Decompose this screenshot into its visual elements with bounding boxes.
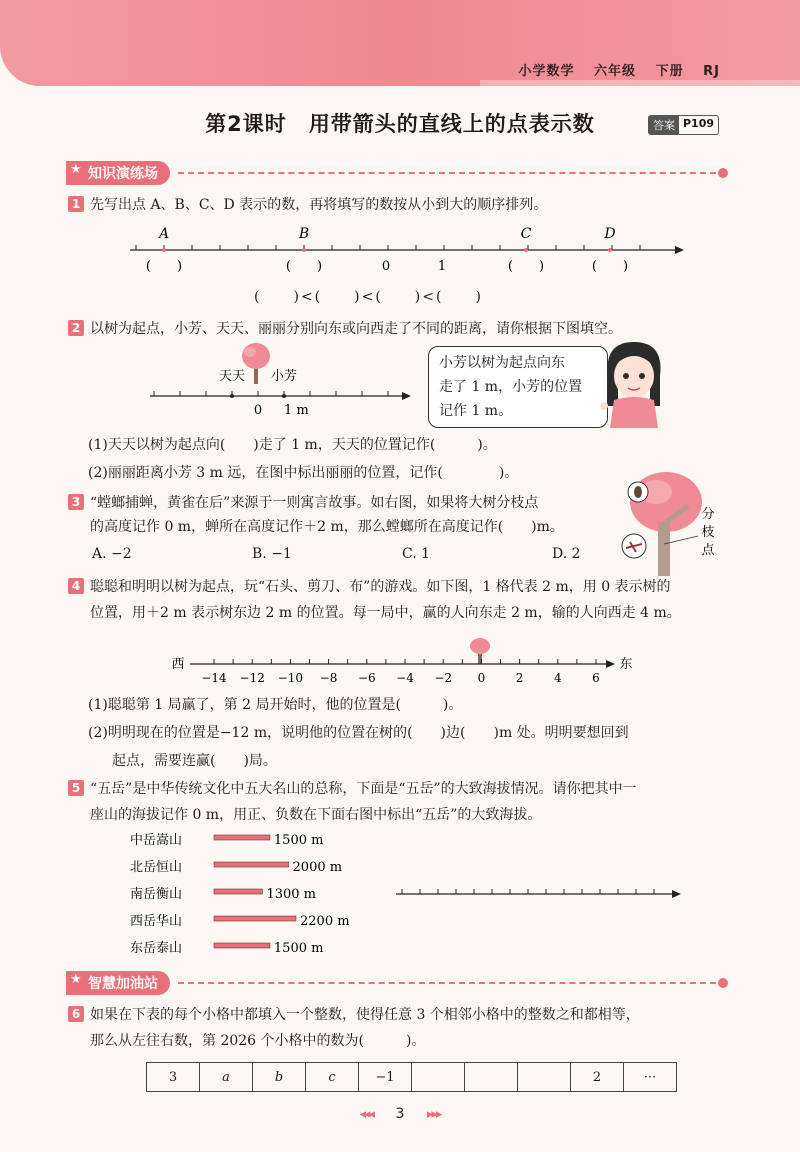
tick-label: −6 (357, 671, 376, 684)
order-blank-4[interactable]: ( ) (436, 289, 483, 305)
edition: RJ (703, 64, 720, 79)
section-divider (178, 982, 726, 984)
altitude-bar (214, 835, 270, 840)
answer-badge (648, 115, 719, 135)
lesson-number: 第2课时 (205, 112, 287, 136)
question-number: 3 (68, 494, 84, 510)
tick-label: −14 (201, 671, 227, 684)
question-text-line1: 如果在下表的每个小格中都填入一个整数，使得任意 3 个相邻小格中的整数之和都相等， (90, 1007, 640, 1023)
bubble-line: 小芳以树为起点向东 (439, 355, 565, 371)
grid-cell[interactable] (465, 1063, 518, 1092)
question-text-line1: 聪聪和明明以树为起点，玩“石头、剪刀、布”的游戏。如下图，1 格代表 2 m，用 0 表示树的 (90, 579, 671, 595)
option-c[interactable]: C. 1 (402, 546, 431, 562)
page-footer (0, 1106, 800, 1122)
xiaofang-label: 小芳 (270, 369, 298, 384)
altitude-label: 1500 m (273, 833, 324, 848)
book-info (505, 60, 721, 79)
order-blank-3[interactable]: ( ) (375, 289, 423, 305)
tick-label: 6 (592, 671, 600, 684)
branch-label-2: 枝 (701, 525, 715, 540)
question-5 (68, 778, 758, 826)
grid-cell[interactable]: 2 (571, 1063, 624, 1092)
east-label: 东 (619, 657, 633, 672)
question-text-line2: 的高度记作 0 m，蝉所在高度记作＋2 m，那么螳螂所在高度记作( )m。 (90, 519, 564, 535)
altitude-bar (214, 862, 289, 867)
blank-a[interactable]: ( ) (145, 259, 183, 274)
q5-blank-number-line[interactable] (396, 884, 686, 904)
question-4 (68, 576, 758, 624)
west-label: 西 (171, 657, 185, 672)
answer-page: P109 (683, 117, 715, 130)
question-number: 4 (68, 578, 84, 594)
order-blank-2[interactable]: ( ) (314, 289, 362, 305)
question-1 (68, 194, 748, 216)
lt-sign: < (422, 289, 437, 305)
subject: 小学数学 (518, 64, 575, 79)
tick-label: 2 (515, 671, 524, 684)
point-b-label: B (298, 226, 310, 242)
grade: 六年级 (594, 64, 637, 79)
altitude-label: 2000 m (292, 860, 343, 875)
grid-cell[interactable]: a (200, 1063, 253, 1092)
blank-d[interactable]: ( ) (591, 259, 629, 274)
tick-label: −12 (239, 671, 265, 684)
question-number: 6 (68, 1006, 84, 1022)
tick-label: −4 (396, 671, 414, 684)
question-6 (68, 1004, 758, 1052)
q4-number-line (170, 634, 650, 684)
mountain-name: 北岳恒山 (130, 860, 183, 875)
option-a[interactable]: A. −2 (92, 546, 132, 562)
branch-label-1: 分 (701, 507, 715, 522)
q2-sub-2[interactable]: (2)丽丽距离小芳 3 m 远，在图中标出丽丽的位置，记作( )。 (88, 465, 519, 481)
term: 下册 (655, 64, 684, 79)
grid-cell[interactable]: −1 (359, 1063, 412, 1092)
grid-cell[interactable]: c (306, 1063, 359, 1092)
question-text-line2: 位置，用＋2 m 表示树东边 2 m 的位置。每一局中，赢的人向东走 2 m，输的人向西走 4 m。 (90, 605, 681, 621)
section-header-wisdom (66, 970, 726, 996)
lt-sign: < (300, 289, 315, 305)
q3-options (92, 546, 612, 562)
option-b[interactable]: B. −1 (252, 546, 292, 562)
mountain-name: 东岳泰山 (130, 941, 183, 956)
question-text: 先写出点 A、B、C、D 表示的数，再将填写的数按从小到大的顺序排列。 (90, 197, 548, 213)
grid-cell[interactable]: 3 (147, 1063, 200, 1092)
section-divider (178, 172, 726, 174)
altitude-label: 2200 m (300, 914, 350, 929)
question-number: 5 (68, 780, 84, 796)
option-d[interactable]: D. 2 (552, 546, 581, 562)
tree-illustration (618, 466, 728, 576)
prev-arrows-icon: ◂◂◂ (359, 1107, 374, 1122)
page-number: 3 (395, 1106, 405, 1122)
question-number: 2 (68, 320, 84, 336)
tick-label: 4 (553, 671, 562, 684)
tick-0: 0 (253, 403, 263, 418)
question-text-line1: “五岳”是中华传统文化中五大名山的总称，下面是“五岳”的大致海拔情况。请你把其中一 (90, 781, 637, 797)
altitude-label: 1300 m (266, 887, 317, 902)
grid-cell[interactable]: b (253, 1063, 306, 1092)
tick-label: −8 (319, 671, 338, 684)
mountain-name: 中岳嵩山 (130, 833, 183, 848)
point-a-label: A (158, 226, 170, 242)
altitude-bar (214, 889, 262, 894)
tiantian-label: 天天 (218, 369, 246, 384)
q4-sub-2b[interactable]: 起点，需要连赢( )局。 (112, 753, 277, 769)
section-label: ★ 知识演练场 (66, 161, 170, 185)
question-text-line2: 座山的海拔记作 0 m，用正、负数在下面右图中标出“五岳”的大致海拔。 (90, 807, 542, 823)
tick-label: −10 (277, 671, 304, 684)
altitude-bar (214, 943, 270, 948)
girl-illustration (594, 336, 674, 428)
question-number: 1 (68, 196, 84, 212)
lesson-topic: 用带箭头的直线上的点表示数 (308, 112, 595, 136)
order-blank-1[interactable]: ( ) (254, 289, 301, 305)
q4-sub-2a[interactable]: (2)明明现在的位置是−12 m，说明他的位置在树的( )边( )m 处。明明要想回到 (88, 725, 629, 741)
grid-cell[interactable]: ··· (624, 1063, 677, 1092)
grid-cell[interactable] (412, 1063, 465, 1092)
mountain-name: 南岳衡山 (130, 887, 183, 902)
q1-number-line (130, 222, 690, 282)
answer-label: 答案 (649, 116, 679, 134)
tick-label-1: 1 (437, 259, 447, 274)
q2-sub-1[interactable]: (1)天天以树为起点向( )走了 1 m，天天的位置记作( )。 (88, 437, 497, 453)
point-d-label: D (604, 226, 616, 242)
branch-label-3: 点 (701, 543, 715, 558)
blank-c[interactable]: ( ) (507, 259, 545, 274)
question-text: 以树为起点，小芳、天天、丽丽分别向东或向西走了不同的距离，请你根据下图填空。 (90, 321, 622, 337)
bubble-line: 记作 1 m。 (439, 403, 513, 419)
q4-sub-1[interactable]: (1)聪聪第 1 局赢了，第 2 局开始时，他的位置是( )。 (88, 697, 463, 713)
altitude-label: 1500 m (273, 941, 324, 956)
blank-b[interactable]: ( ) (285, 259, 323, 274)
grid-cell[interactable] (518, 1063, 571, 1092)
next-arrows-icon: ▸▸▸ (426, 1107, 441, 1122)
tick-label: 0 (477, 671, 486, 684)
q1-order-row[interactable] (254, 286, 654, 308)
lt-sign: < (361, 289, 376, 305)
q2-number-line (150, 340, 420, 420)
question-3 (68, 492, 628, 538)
question-text-line2: 那么从左往右数，第 2026 个小格中的数为( )。 (90, 1033, 426, 1049)
mountain-name: 西岳华山 (130, 914, 183, 929)
section-header-practice (66, 160, 726, 186)
bubble-line: 走了 1 m，小芳的位置 (439, 379, 583, 395)
tick-1m: 1 m (284, 403, 309, 418)
speech-bubble (428, 346, 608, 428)
point-c-label: C (520, 226, 532, 242)
section-label: ★ 智慧加油站 (66, 971, 170, 995)
tick-label-0: 0 (381, 259, 391, 274)
question-text-line1: “螳螂捕蝉，黄雀在后”来源于一则寓言故事。如右图，如果将大树分枝点 (90, 495, 539, 511)
mountain-altitude-chart (130, 826, 370, 962)
q6-number-grid (146, 1062, 677, 1092)
tick-label: −2 (434, 671, 453, 684)
altitude-bar (214, 916, 296, 921)
